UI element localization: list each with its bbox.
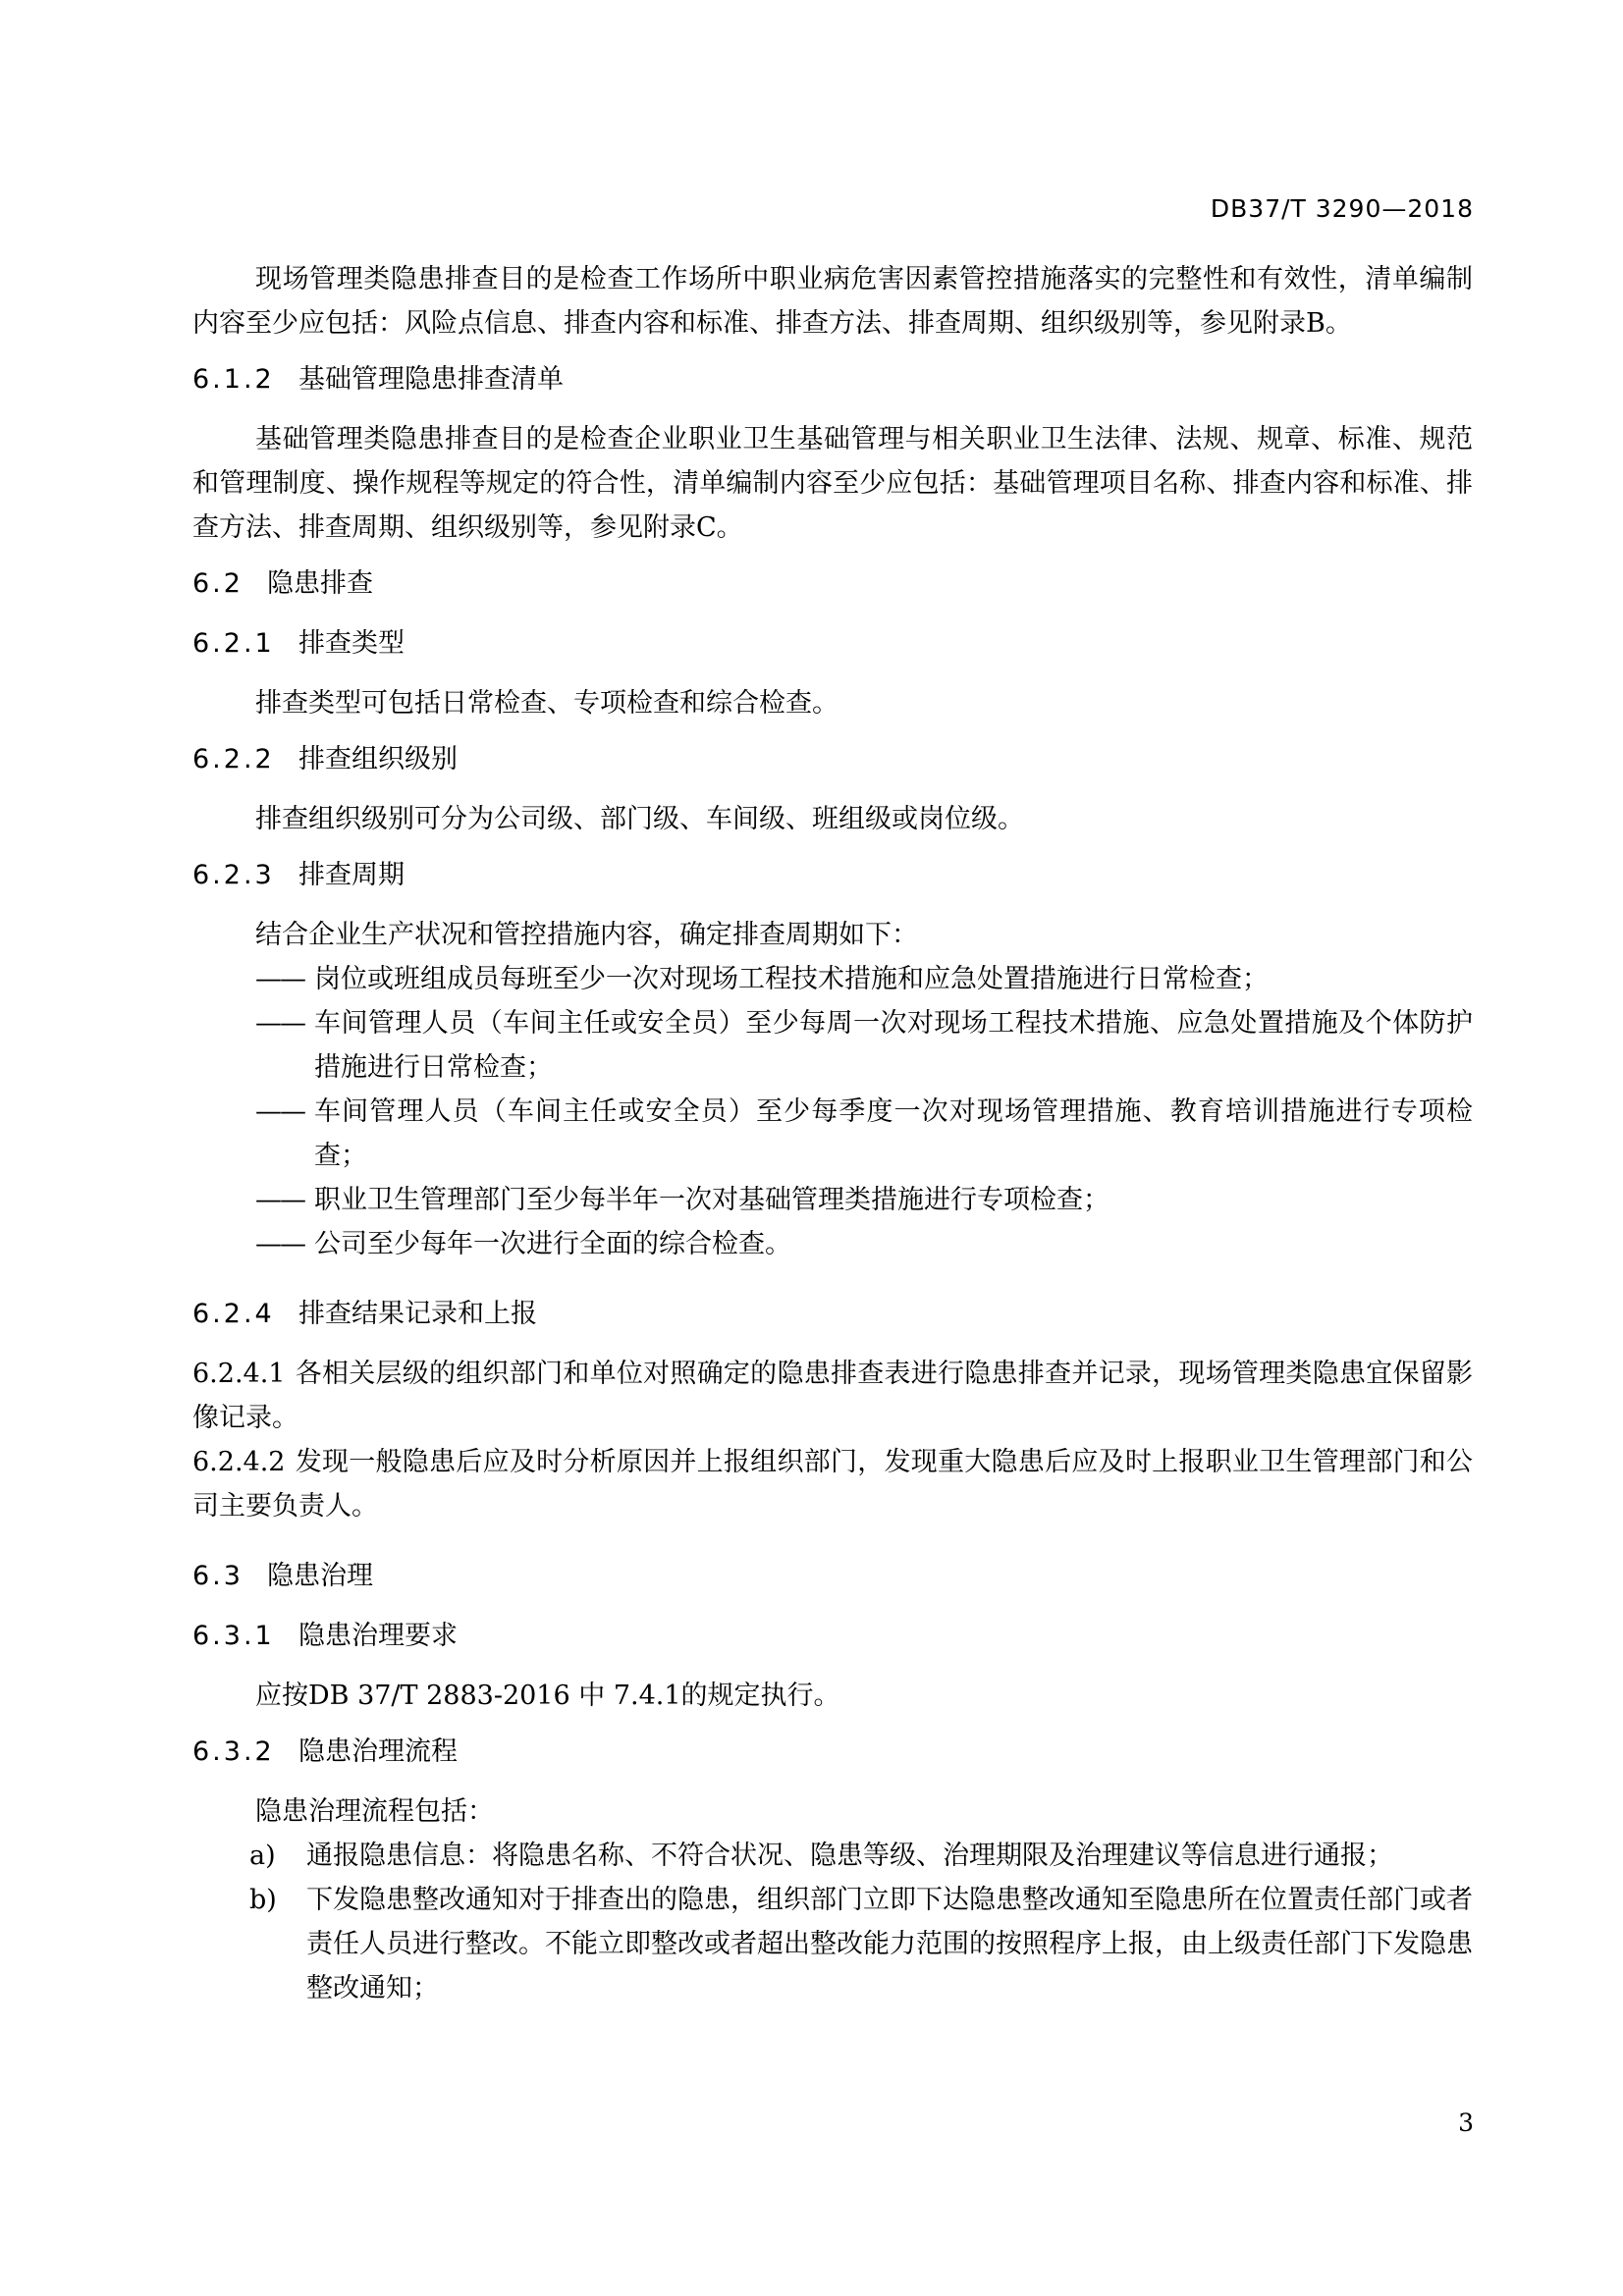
item-text: 通报隐患信息：将隐患名称、不符合状况、隐患等级、治理期限及治理建议等信息进行通报； <box>306 1841 1393 1871</box>
item-label: a) <box>249 1841 276 1871</box>
dash-list-item <box>192 1178 1473 1222</box>
clause-text: 发现一般隐患后应及时分析原因并上报组织部门，发现重大隐患后应及时上报职业卫生管理部门和公司主要负责人。 <box>192 1447 1473 1522</box>
section-number: 6.2 <box>192 568 243 599</box>
section-number: 6.3.2 <box>192 1736 275 1767</box>
heading-6-1-2 <box>192 357 1473 401</box>
dash-list-item <box>192 1001 1473 1090</box>
dash-mark: —— <box>255 964 304 994</box>
section-title: 排查周期 <box>298 860 405 890</box>
page-number: 3 <box>1458 2109 1474 2137</box>
heading-6-2-3 <box>192 853 1473 897</box>
dash-mark: —— <box>255 1008 304 1039</box>
section-title: 隐患排查 <box>267 568 373 599</box>
section-number: 6.2.2 <box>192 744 275 774</box>
section-title: 排查组织级别 <box>298 744 458 774</box>
dash-text: 职业卫生管理部门至少每半年一次对基础管理类措施进行专项检查； <box>314 1185 1109 1215</box>
list-item-a <box>192 1834 1473 1878</box>
section-title: 隐患治理要求 <box>298 1621 458 1651</box>
dash-mark: —— <box>255 1185 304 1215</box>
section-title: 隐患治理流程 <box>298 1736 458 1767</box>
clause-6-2-4-2 <box>192 1440 1473 1528</box>
paragraph-6-2-2: 排查组织级别可分为公司级、部门级、车间级、班组级或岗位级。 <box>255 804 1024 834</box>
clause-text: 各相关层级的组织部门和单位对照确定的隐患排查表进行隐患排查并记录，现场管理类隐患宜保留影像记录。 <box>192 1359 1473 1433</box>
section-title: 排查结果记录和上报 <box>298 1299 537 1329</box>
dash-text: 车间管理人员（车间主任或安全员）至少每季度一次对现场管理措施、教育培训措施进行专项检查； <box>314 1096 1473 1171</box>
section-number: 6.2.3 <box>192 860 275 890</box>
clause-number: 6.2.4.2 <box>192 1447 286 1477</box>
item-text: 下发隐患整改通知对于排查出的隐患，组织部门立即下达隐患整改通知至隐患所在位置责任部门或者责任人员进行整改。不能立即整改或者超出整改能力范围的按照程序上报，由上级责任部门下发隐患整改通知； <box>306 1885 1473 2003</box>
heading-6-3 <box>192 1554 1473 1598</box>
section-title: 基础管理隐患排查清单 <box>298 364 564 395</box>
paragraph-6-1-2: 基础管理类隐患排查目的是检查企业职业卫生基础管理与相关职业卫生法律、法规、规章、标准、规范和管理制度、操作规程等规定的符合性，清单编制内容至少应包括：基础管理项目名称、排查内容和标准、排查方法、排查周期、组织级别等，参见附录C。 <box>192 424 1473 543</box>
heading-6-3-2 <box>192 1730 1473 1774</box>
heading-6-3-1 <box>192 1614 1473 1658</box>
heading-6-2-2 <box>192 737 1473 781</box>
document-code: DB37/T 3290—2018 <box>1210 194 1474 223</box>
item-label: b) <box>249 1885 277 1915</box>
heading-6-2-4 <box>192 1292 1473 1336</box>
dash-list-item <box>192 1090 1473 1178</box>
heading-6-2 <box>192 561 1473 606</box>
section-number: 6.2.1 <box>192 628 275 659</box>
clause-number: 6.2.4.1 <box>192 1359 286 1389</box>
clause-6-2-4-1 <box>192 1352 1473 1440</box>
spacer <box>192 1266 1473 1280</box>
section-number: 6.1.2 <box>192 364 275 395</box>
section-number: 6.2.4 <box>192 1299 275 1329</box>
section-title: 隐患治理 <box>267 1561 373 1591</box>
section-title: 排查类型 <box>298 628 405 659</box>
paragraph-6-3-2: 隐患治理流程包括： <box>255 1796 494 1827</box>
dash-text: 车间管理人员（车间主任或安全员）至少每周一次对现场工程技术措施、应急处置措施及个体防护措施进行日常检查； <box>314 1008 1473 1083</box>
document-body <box>192 257 1473 2010</box>
list-item-b <box>192 1878 1473 2010</box>
dash-mark: —— <box>255 1096 304 1127</box>
section-number: 6.3 <box>192 1561 243 1591</box>
intro-paragraph: 现场管理类隐患排查目的是检查工作场所中职业病危害因素管控措施落实的完整性和有效性，清单编制内容至少应包括：风险点信息、排查内容和标准、排查方法、排查周期、组织级别等，参见附录B。 <box>192 264 1473 339</box>
heading-6-2-1 <box>192 621 1473 666</box>
paragraph-6-2-1: 排查类型可包括日常检查、专项检查和综合检查。 <box>255 688 839 719</box>
dash-text: 岗位或班组成员每班至少一次对现场工程技术措施和应急处置措施进行日常检查； <box>314 964 1269 994</box>
paragraph-6-3-1: 应按DB 37/T 2883-2016 中 7.4.1的规定执行。 <box>255 1681 840 1711</box>
paragraph-6-2-3: 结合企业生产状况和管控措施内容，确定排查周期如下： <box>255 920 918 950</box>
dash-list-item <box>192 1222 1473 1266</box>
spacer <box>192 1528 1473 1542</box>
dash-text: 公司至少每年一次进行全面的综合检查。 <box>314 1229 791 1259</box>
dash-list-item <box>192 957 1473 1001</box>
dash-mark: —— <box>255 1229 304 1259</box>
section-number: 6.3.1 <box>192 1621 275 1651</box>
